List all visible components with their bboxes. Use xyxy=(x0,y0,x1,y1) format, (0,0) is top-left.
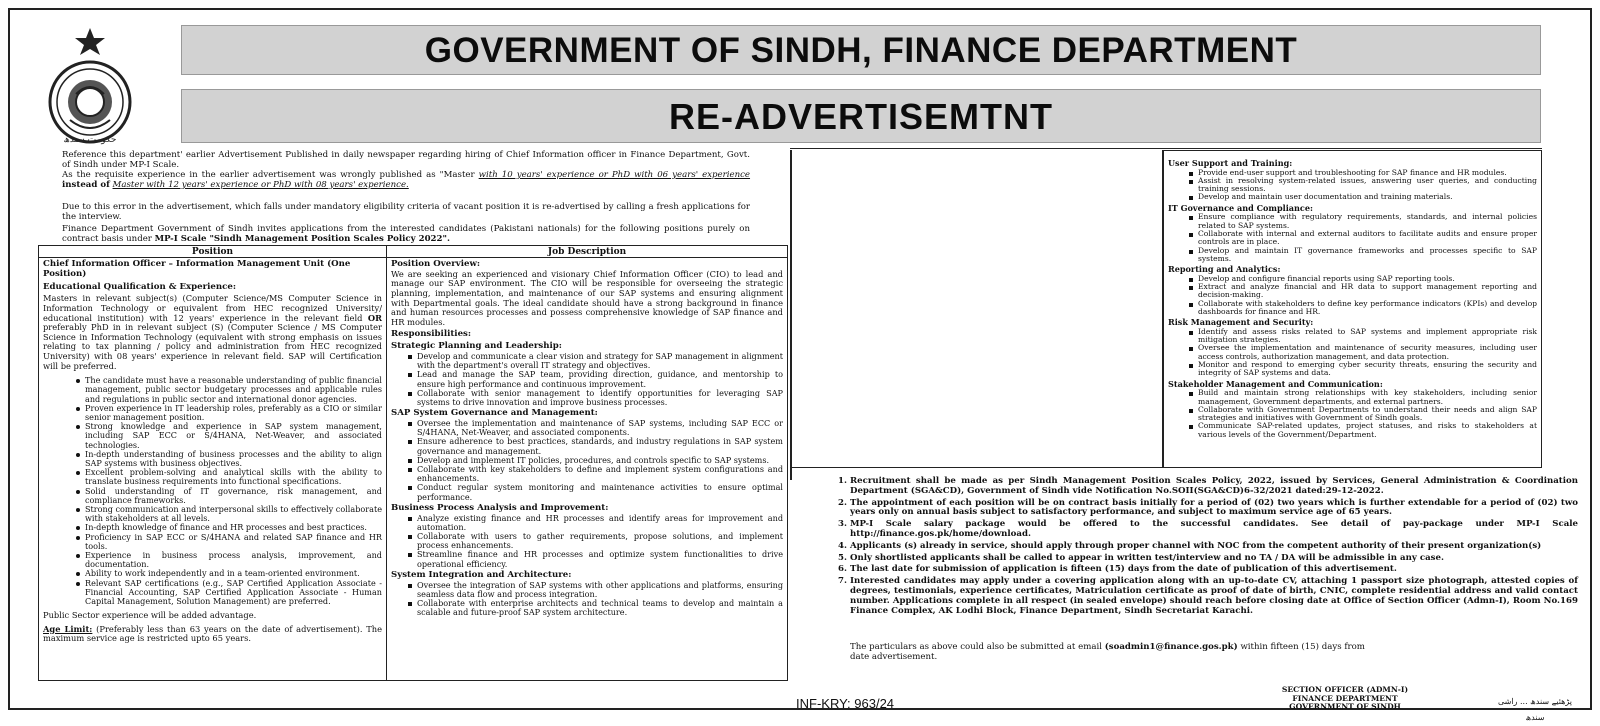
list-item: Collaborate with senior management to identify opportunities for leveraging SAP systems to drive innovation and improve business processes. xyxy=(417,387,783,407)
list-item: Collaborate with Government Departments to understand their needs and align SAP strategies and initiatives with Government of Sindh goals. xyxy=(1198,404,1537,423)
list-item: Streamline finance and HR processes and optimize system functionalities to drive operational efficiency. xyxy=(417,549,783,569)
intro-paragraph-4: Finance Department Government of Sindh invites applications from the interested candidates (Pakistani nationals) for the following positions purely on contract basis under MP-I Scale "Sindh Management Position Scales Policy 2022". xyxy=(62,224,750,244)
list-item: Develop and maintain IT governance frameworks and processes specific to SAP systems. xyxy=(1198,245,1537,263)
section-heading: Reporting and Analytics: xyxy=(1168,264,1281,275)
section-heading: IT Governance and Compliance: xyxy=(1168,202,1313,213)
section-heading: Business Process Analysis and Improvement: xyxy=(391,502,609,513)
bullet-list xyxy=(391,352,783,407)
list-item: Lead and manage the SAP team, providing direction, guidance, and mentorship to ensure high performance and continuous improvement. xyxy=(417,369,783,389)
list-item: Relevant SAP certifications (e.g., SAP Certified Application Associate - Financial Accounting, SAP Certified Application Associate - Human Capital Management, Solution Management) are preferred. xyxy=(85,577,382,607)
list-item: Develop and configure financial reports using SAP reporting tools. xyxy=(1198,275,1537,283)
list-item: In-depth knowledge of finance and HR processes and best practices. xyxy=(85,523,382,532)
list-item: In-depth understanding of business processes and the ability to align SAP systems with business objectives. xyxy=(85,448,382,468)
list-item: Develop and communicate a clear vision and strategy for SAP management in alignment with the department's overall IT strategy and objectives. xyxy=(417,350,783,371)
list-item: Excellent problem-solving and analytical skills with the ability to translate business requirements into functional specifications. xyxy=(85,467,382,487)
term-item: 5. Only shortlisted applicants shall be called to appear in written test/interview and no TA / DA will be admissible in any case. xyxy=(850,554,1578,564)
overview-text: We are seeking an experienced and visionary Chief Information Officer (CIO) to lead and manage our SAP environment. The CIO will be responsible for overseeing the strategic planning, implementation, and maintenance of our SAP systems and ensuring alignment with Departmental goals. The ideal candidate should have a strong background in finance and human resources processes and possess comprehensive knowledge of SAP finance and HR modules. xyxy=(391,268,783,327)
term-item: 4. Applicants (s) already in service, should apply through proper channel with NOC from the competent authority of their present organization(s) xyxy=(850,542,1578,552)
list-item: Solid understanding of IT governance, risk management, and compliance frameworks. xyxy=(85,485,382,505)
list-item: Collaborate with users to gather requirements, propose solutions, and implement process enhancements. xyxy=(417,531,783,551)
education-text: Masters in relevant subject(s) (Computer Science/MS Computer Science in Information Technology or equivalent from HEC recognized University/ educational institution) with 12 years' experience in the relevant field OR preferably PhD in in relevant subject (S) (Computer Science / MS Computer Science in Information Technology (equivalent with strong emphasis on issues relating to tax planning / policy and administration from HEC recognized University) with 08 years' experience in relevant field. SAP will Certification will be preferred. xyxy=(43,293,382,371)
list-item: Oversee the implementation and maintenance of security measures, including user access controls, authorization management, and data protection. xyxy=(1198,343,1537,361)
responsibilities-heading: Responsibilities: xyxy=(391,329,472,340)
term-item: 2. The appointment of each position will be on contract basis initially for a period of (02) two years which is further extendable for a period of (02) two years only on annual basis subject to satisfactory performance, and subject to maximum service age of 65 years. xyxy=(850,499,1578,519)
position-column-header: Position xyxy=(39,246,387,258)
skills-list xyxy=(43,376,382,606)
signature-line: SECTION OFFICER (ADMN-I) xyxy=(1281,685,1409,694)
section-heading: Strategic Planning and Leadership: xyxy=(391,341,562,352)
list-item: Develop and implement IT policies, procedures, and controls specific to SAP systems. xyxy=(417,456,783,465)
email-note: The particulars as above could also be submitted at email (soadmin1@finance.gos.pk) within fifteen (15) days from date advertisement. xyxy=(850,642,1365,662)
signature-line: GOVERNMENT OF SINDH xyxy=(1289,702,1401,712)
overview-heading: Position Overview: xyxy=(391,259,481,269)
position-table xyxy=(38,245,788,681)
list-item: Conduct regular system monitoring and maintenance activities to ensure optimal performance. xyxy=(417,482,783,502)
list-item: Oversee the implementation and maintenance of SAP systems, including SAP ECC or S/4HANA, Net-Weaver, and associated components. xyxy=(417,417,783,438)
list-item: Oversee the integration of SAP systems with other applications and platforms, ensuring seamless data flow and process integration. xyxy=(417,579,783,599)
section-heading: System Integration and Architecture: xyxy=(391,569,572,580)
list-item: Ensure adherence to best practices, standards, and industry regulations in SAP system governance and management. xyxy=(417,436,783,456)
list-item: Collaborate with internal and external auditors to facilitate audits and ensure proper controls are in place. xyxy=(1198,228,1537,247)
intro-paragraph-3: Due to this error in the advertisement, which falls under mandatory eligibility criteria of vacant position it is re-advertised by calling a fresh applications for the interview. xyxy=(62,202,750,222)
bullet-list xyxy=(391,581,783,618)
position-cell xyxy=(39,258,387,681)
page-subtitle: RE-ADVERTISEMTNT xyxy=(181,89,1541,143)
list-item: Collaborate with key stakeholders to define and implement system configurations and enhancements. xyxy=(417,463,783,484)
inf-number: INF-KRY: 963/24 xyxy=(796,696,895,711)
list-item: Collaborate with stakeholders to define key performance indicators (KPIs) and develop dashboards for finance and HR. xyxy=(1198,298,1537,316)
term-item: 7. Interested candidates may apply under a covering application along with an up-to-date CV, attaching 1 passport size photograph, attested copies of degrees, testimonials, experience certificates, Matriculation certificate as proof of date of birth, CNIC, complete residential address and valid contact number. Applications complete in all respect (in sealed envelope) should reach before closing date at Office of Section Officer (Admn-I), Room No.169 Finance Complex, AK Lodhi Block, Finance Department, Sindh Secretariat Karachi. xyxy=(850,577,1578,616)
svg-text:حکومت سندھ: حکومت سندھ xyxy=(63,135,117,145)
bullet-list xyxy=(1168,213,1537,263)
list-item: Communicate SAP-related updates, project statuses, and risks to stakeholders at various levels of the Government/Department. xyxy=(1198,421,1537,439)
list-item: Experience in business process analysis, improvement, and documentation. xyxy=(85,550,382,570)
term-item: 1. Recruitment shall be made as per Sindh Management Position Scales Policy, 2022, issued by Services, General Administration & Coordination Department (SGA&CD), Government of Sindh vide Notification No.SOII(SGA&CD)6-32/2021 dated:29-12-2022. xyxy=(850,477,1578,497)
bullet-list xyxy=(391,419,783,502)
list-item: Develop and maintain user documentation and training materials. xyxy=(1198,193,1537,201)
list-item: Proven experience in IT leadership roles, preferably as a CIO or similar senior management position. xyxy=(85,402,382,422)
bullet-list xyxy=(1168,169,1537,202)
section-heading: User Support and Training: xyxy=(1168,158,1293,168)
divider xyxy=(790,150,792,480)
section-heading: SAP System Governance and Management: xyxy=(391,408,598,419)
section-heading: Stakeholder Management and Communication: xyxy=(1168,378,1383,389)
terms-list xyxy=(810,477,1578,618)
list-item: Monitor and respond to emerging cyber security threats, ensuring the security and integrity of SAP systems and data. xyxy=(1198,360,1537,378)
slogan-stamp: پڑھئیے سندھ ... راشی سندھ xyxy=(1498,697,1572,722)
age-limit: Age Limit: (Preferably less than 63 years on the date of advertisement). The maximum service age is restricted upto 65 years. xyxy=(43,623,383,644)
list-item: Collaborate with enterprise architects and technical teams to develop and maintain a scalable and future-proof SAP system architecture. xyxy=(417,598,783,618)
divider xyxy=(790,148,1542,149)
term-item: 6. The last date for submission of application is fifteen (15) days from the date of publication of this advertisement. xyxy=(850,565,1578,575)
bullet-list xyxy=(391,514,783,569)
divider xyxy=(790,467,1542,468)
list-item: Build and maintain strong relationships with key stakeholders, including senior management, Government departments, and external partners. xyxy=(1198,388,1537,406)
list-item: Provide end-user support and troubleshooting for SAP finance and HR modules. xyxy=(1198,169,1537,177)
bullet-list xyxy=(1168,389,1537,439)
list-item: Assist in resolving system-related issues, answering user queries, and conducting training sessions. xyxy=(1198,175,1537,194)
list-item: Ability to work independently and in a team-oriented environment. xyxy=(85,569,382,578)
list-item: Analyze existing finance and HR processes and identify areas for improvement and automation. xyxy=(417,512,783,532)
signature-line: FINANCE DEPARTMENT xyxy=(1292,693,1398,703)
job-description-cell xyxy=(387,258,788,681)
public-sector-note: Public Sector experience will be added advantage. xyxy=(43,610,257,621)
section-heading: Risk Management and Security: xyxy=(1168,317,1314,328)
bullet-list xyxy=(1168,328,1537,378)
intro-paragraph-1: Reference this department' earlier Advertisement Published in daily newspaper regarding hiring of Chief Information officer in Finance Department, Govt. of Sindh under MP-I Scale. xyxy=(62,150,750,170)
list-item: Strong knowledge and experience in SAP system management, including SAP ECC or S/4HANA, Net-Weaver, and associated technologies. xyxy=(85,421,382,450)
term-item: 3. MP-I Scale salary package would be offered to the successful candidates. See detail of pay-package under MP-I Scale http://finance.gos.pk/home/download. xyxy=(850,520,1578,540)
bullet-list xyxy=(1168,275,1537,316)
job-description-column-header: Job Description xyxy=(387,246,788,258)
signature-block xyxy=(1220,686,1470,712)
list-item: Strong communication and interpersonal skills to effectively collaborate with stakeholders at all levels. xyxy=(85,503,382,524)
list-item: The candidate must have a reasonable understanding of public financial management, public sector budgetary processes and applicable rules and regulations in public sector and international donor agencies. xyxy=(85,375,382,404)
intro-paragraph-2: As the requisite experience in the earlier advertisement was wrongly published as "Master with 10 years' experience or PhD with 06 years' experience instead of Master with 12 years' experience or PhD with 08 years' experience. xyxy=(62,170,751,190)
education-heading: Educational Qualification & Experience: xyxy=(43,281,237,292)
responsibility-sections xyxy=(391,342,783,617)
continued-responsibilities xyxy=(1162,150,1542,468)
sindh-government-logo xyxy=(40,24,140,146)
list-item: Proficiency in SAP ECC or S/4HANA and related SAP finance and HR tools. xyxy=(85,531,382,551)
list-item: Extract and analyze financial and HR data to support management reporting and decision-making. xyxy=(1198,282,1537,300)
list-item: Identify and assess risks related to SAP systems and implement appropriate risk mitigation strategies. xyxy=(1198,326,1537,345)
page-title: GOVERNMENT OF SINDH, FINANCE DEPARTMENT xyxy=(181,25,1541,75)
position-title: Chief Information Officer – Information Management Unit (One Position) xyxy=(43,259,351,279)
list-item: Ensure compliance with regulatory requirements, standards, and internal policies related to SAP systems. xyxy=(1198,212,1537,230)
